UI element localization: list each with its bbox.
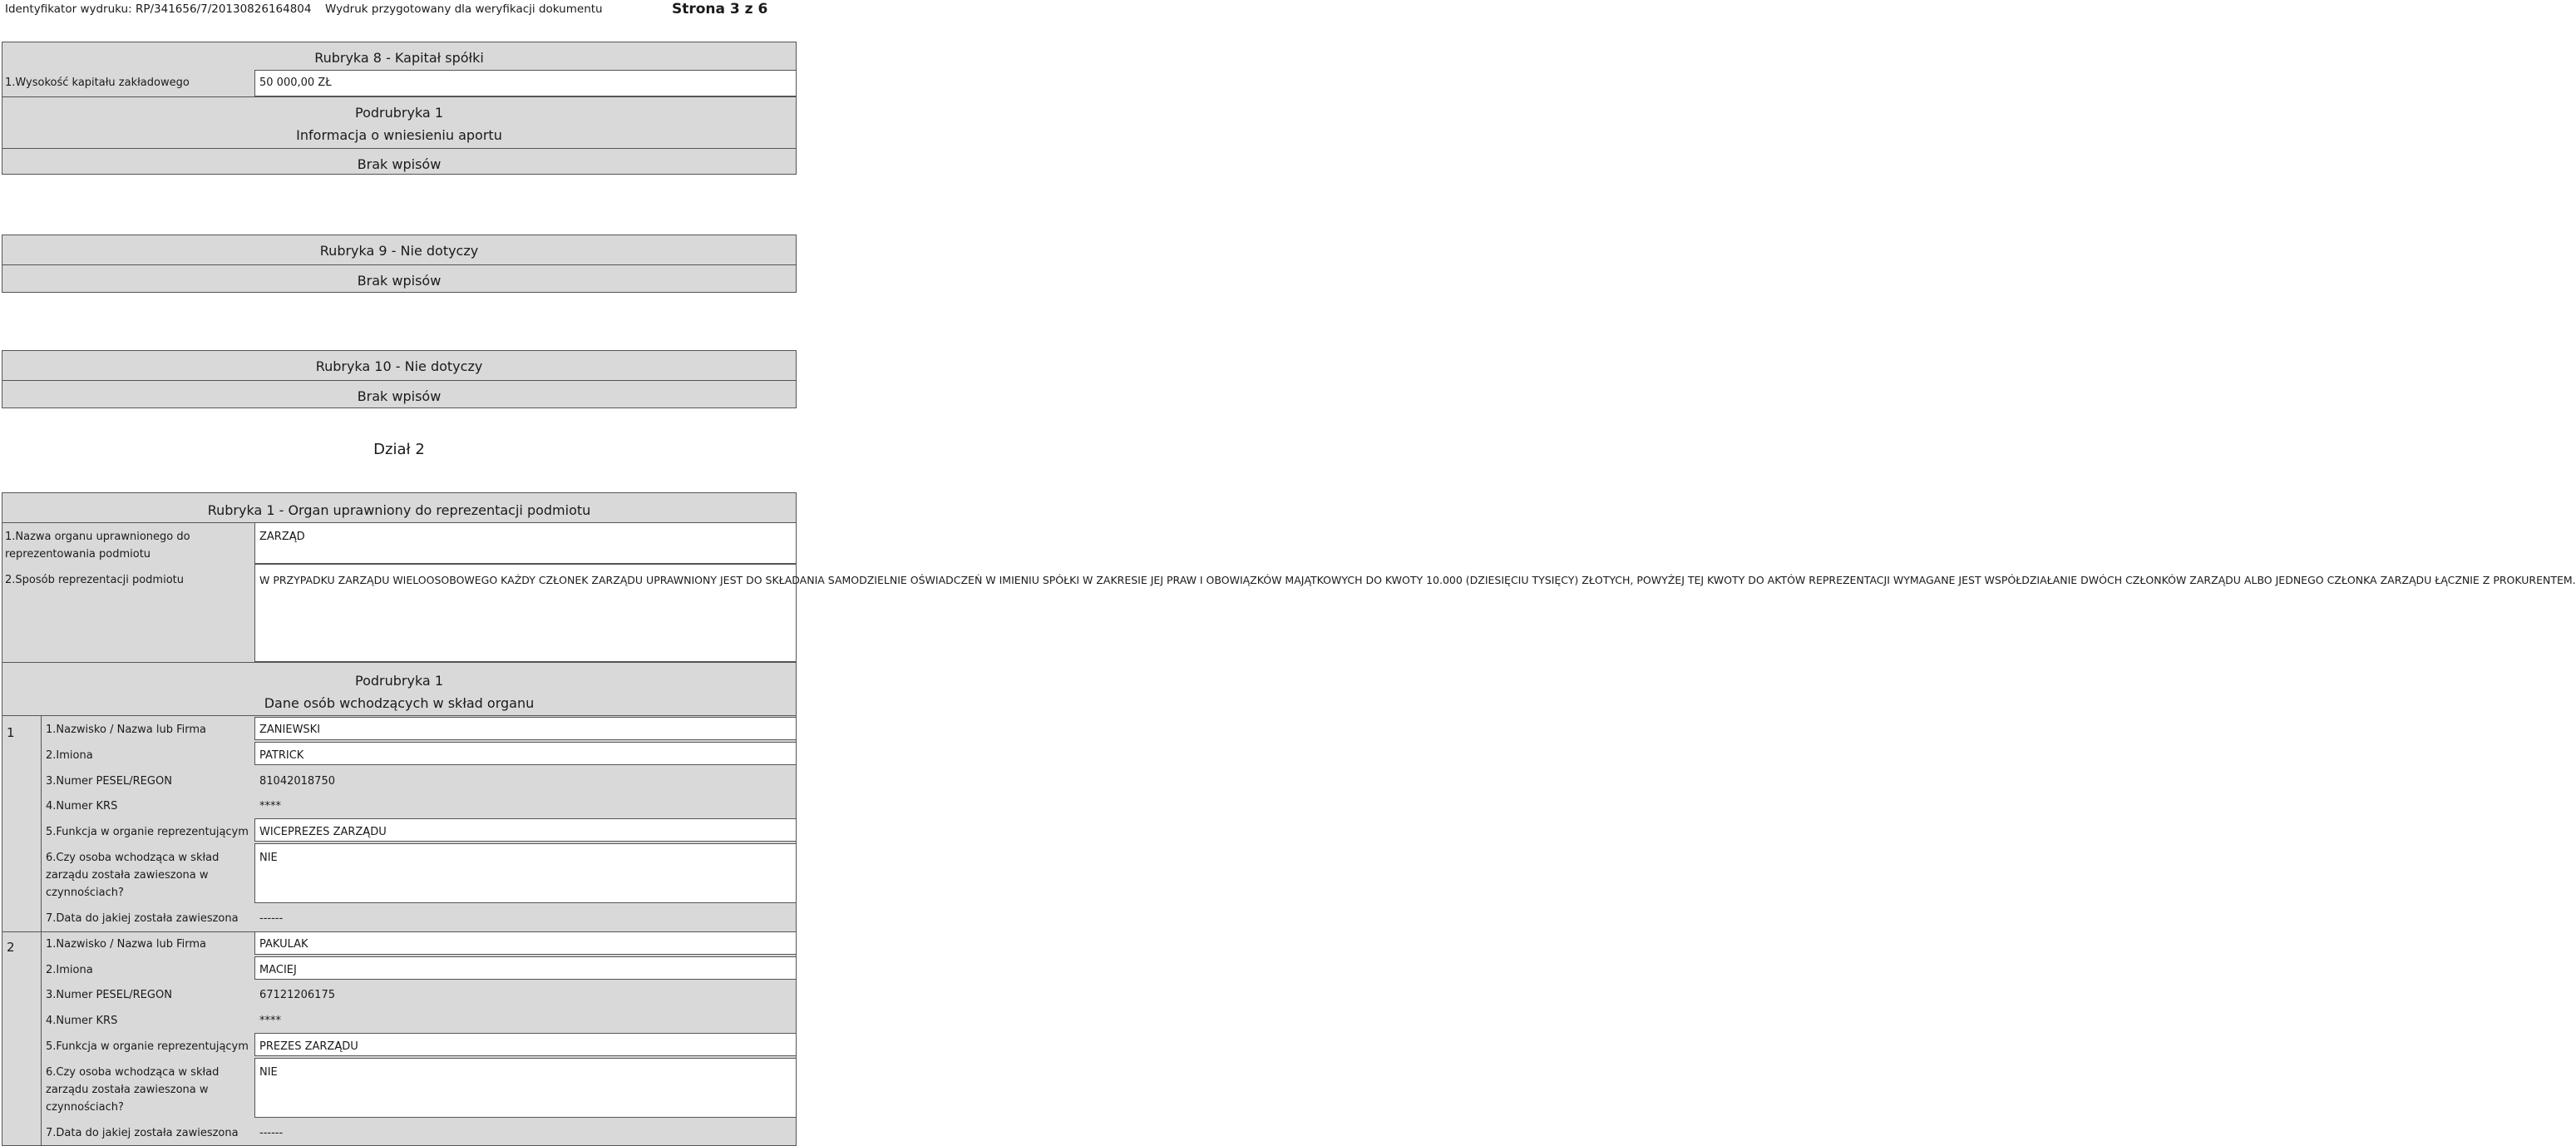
rubryka-10-title: Rubryka 10 - Nie dotyczy — [315, 358, 483, 374]
suspended-date-label: 7.Data do jakiej została zawieszona — [46, 912, 239, 925]
print-header — [0, 0, 798, 20]
names-cell — [254, 742, 797, 765]
function-label: 5.Funkcja w organie reprezentującym — [46, 826, 249, 838]
suspended-label: 6.Czy osoba wchodząca w skład zarządu została zawieszona w czynnościach? — [46, 852, 220, 899]
rubryka-9-title: Rubryka 9 - Nie dotyczy — [319, 243, 479, 259]
suspended-date-value: ------ — [259, 1127, 284, 1139]
names-label: 2.Imiona — [46, 749, 93, 762]
pesel-label: 3.Numer PESEL/REGON — [46, 989, 172, 1001]
empty-notice: Brak wpisów — [357, 156, 442, 172]
person-number: 2 — [7, 940, 15, 955]
suspended-cell — [254, 1058, 797, 1118]
function-label: 5.Funkcja w organie reprezentującym — [46, 1040, 249, 1053]
suspended-cell — [254, 843, 797, 903]
persons-sub-title: Podrubryka 1 — [355, 673, 443, 689]
surname-cell — [254, 931, 797, 955]
names-value: PATRICK — [259, 749, 304, 762]
surname-value: ZANIEWSKI — [259, 724, 321, 736]
pesel-label: 3.Numer PESEL/REGON — [46, 775, 172, 788]
surname-value: PAKULAK — [259, 938, 308, 951]
print-note: Wydruk przygotowany dla weryfikacji dokumentu — [325, 2, 603, 16]
surname-label: 1.Nazwisko / Nazwa lub Firma — [46, 724, 206, 736]
organ-name-cell — [254, 522, 797, 564]
pesel-value: 81042018750 — [259, 775, 335, 788]
suspended-date-value: ------ — [259, 912, 284, 925]
function-value: PREZES ZARZĄDU — [259, 1040, 358, 1053]
suspended-label: 6.Czy osoba wchodząca w skład zarządu została zawieszona w czynnościach? — [46, 1066, 220, 1114]
krs-value: **** — [259, 800, 281, 813]
capital-label: 1.Wysokość kapitału zakładowego — [5, 77, 190, 89]
rubryka-10-empty: Brak wpisów — [357, 388, 442, 404]
organ-name-label: 1.Nazwa organu uprawnionego do reprezentowania podmiotu — [5, 531, 190, 561]
organ-name-value: ZARZĄD — [259, 531, 305, 543]
names-cell — [254, 956, 797, 980]
representation-method-value: W PRZYPADKU ZARZĄDU WIELOOSOBOWEGO KAŻDY CZŁONEK ZARZĄDU UPRAWNIONY JEST DO SKŁADANIA SAMODZIELNIE OŚWIADCZEŃ W IMIENIU SPÓŁKI W ZAKRESIE JEJ PRAW I OBOWIĄZKÓW MAJĄTKOWYCH DO KWOTY 10.000 (DZIESIĘCIU TYSIĘCY) ZŁOTYCH, POWYŻEJ TEJ KWOTY DO AKTÓW REPREZENTACJI WYMAGANE JEST WSPÓŁDZIAŁANIE DWÓCH CZŁONKÓW ZARZĄDU ALBO JEDNEGO CZŁONKA ZARZĄDU ŁĄCZNIE Z PROKURENTEM. — [259, 574, 2576, 586]
pesel-value: 67121206175 — [259, 989, 335, 1001]
krs-value: **** — [259, 1015, 281, 1027]
names-value: MACIEJ — [259, 964, 297, 976]
sub-rubryka-subtitle: Informacja o wniesieniu aportu — [296, 127, 502, 143]
section-title: Dział 2 — [373, 441, 425, 458]
page-number: Strona 3 z 6 — [672, 1, 768, 17]
krs-label: 4.Numer KRS — [46, 1015, 118, 1027]
rubryka-9-empty: Brak wpisów — [357, 273, 442, 289]
capital-value: 50 000,00 ZŁ — [259, 77, 332, 89]
suspended-value: NIE — [259, 1066, 278, 1079]
suspended-date-label: 7.Data do jakiej została zawieszona — [46, 1127, 239, 1139]
print-identifier: Identyfikator wydruku: RP/341656/7/20130826164804 — [5, 2, 312, 16]
sub-rubryka-title: Podrubryka 1 — [355, 105, 443, 121]
rubryka-1-title: Rubryka 1 - Organ uprawniony do reprezentacji podmiotu — [207, 502, 591, 518]
names-label: 2.Imiona — [46, 964, 93, 976]
surname-label: 1.Nazwisko / Nazwa lub Firma — [46, 938, 206, 951]
person-number: 1 — [7, 725, 15, 740]
krs-label: 4.Numer KRS — [46, 800, 118, 813]
function-value: WICEPREZES ZARZĄDU — [259, 826, 387, 838]
persons-sub-subtitle: Dane osób wchodzących w skład organu — [264, 695, 535, 711]
capital-value-cell — [254, 70, 797, 96]
rubryka-8-title: Rubryka 8 - Kapitał spółki — [314, 50, 484, 66]
suspended-value: NIE — [259, 852, 278, 864]
representation-method-label: 2.Sposób reprezentacji podmiotu — [5, 574, 184, 586]
surname-cell — [254, 717, 797, 740]
